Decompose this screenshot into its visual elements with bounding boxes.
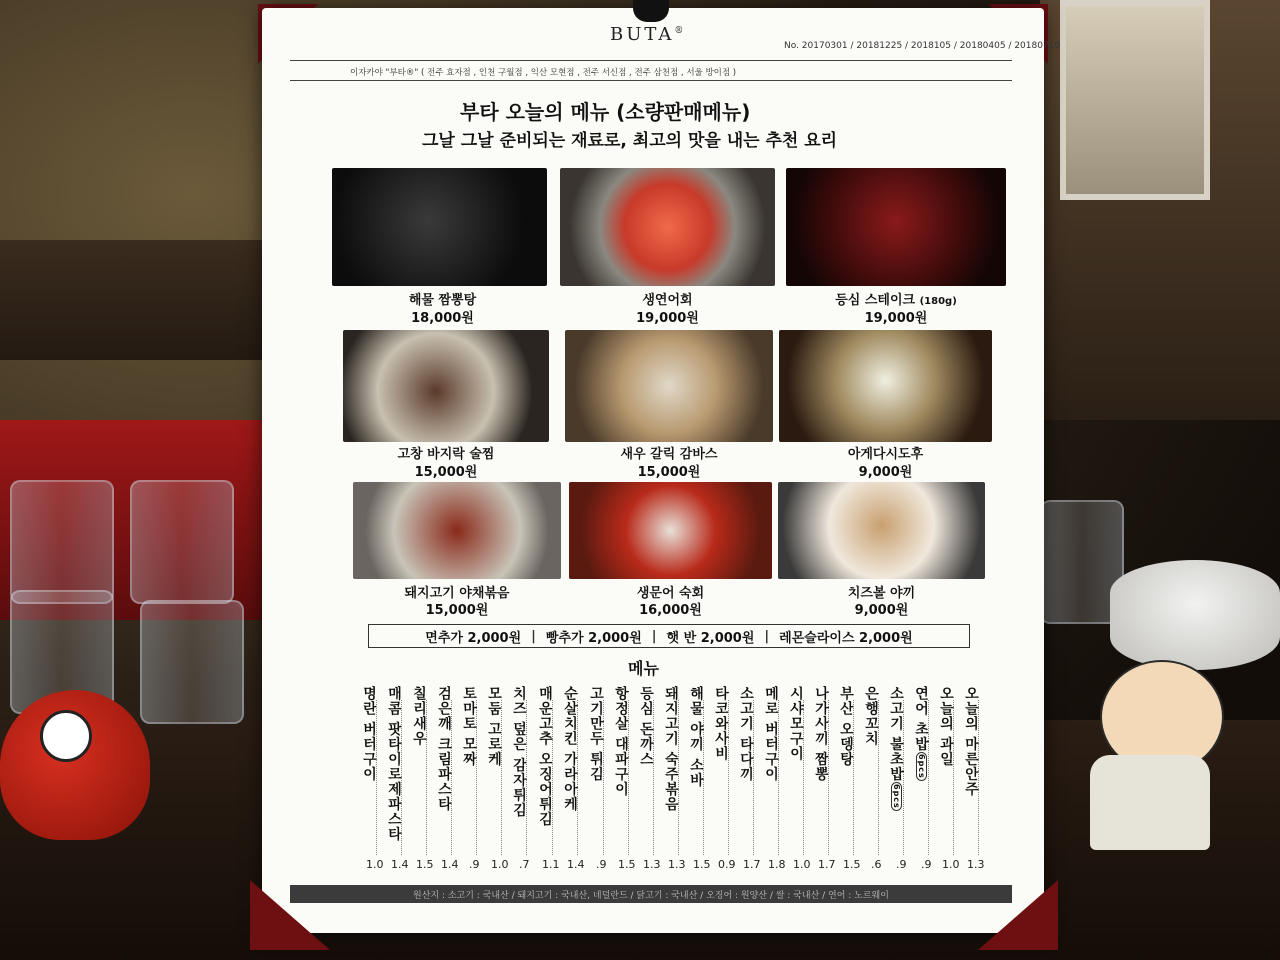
left-shelf <box>0 240 300 360</box>
dish-price: 19,000원 <box>636 311 699 326</box>
menu-item-name: 부산 오뎅탕 <box>838 686 854 767</box>
pig-logo-icon <box>633 0 669 22</box>
menu-item-name: 나가사끼 짬뽕 <box>813 686 829 782</box>
stacked-plates <box>1110 560 1280 670</box>
dish-price: 15,000원 <box>425 603 489 618</box>
dish-name: 아게다시도후 <box>847 447 924 462</box>
menu-item-price: 1.0 <box>942 858 960 871</box>
menu-item-price: 1.3 <box>967 858 985 871</box>
dish-price: 9,000원 <box>858 465 913 480</box>
menu-item-price: 1.1 <box>542 858 560 871</box>
dish-photo-agedashi-tofu <box>779 330 992 442</box>
menu-item-name: 연어 초밥6pcs <box>913 686 929 779</box>
leader-line <box>878 700 879 855</box>
brand-name: BUTA® <box>610 24 687 45</box>
menu-item-name: 은행꼬치 <box>863 686 879 746</box>
menu-heading: 메뉴 <box>628 659 659 678</box>
fish-eye <box>40 710 92 762</box>
leader-line <box>753 700 754 855</box>
menu-item-name: 돼지고기 숙주볶음 <box>663 686 679 812</box>
separator: | <box>531 628 536 644</box>
dish-name: 고창 바지락 술찜 <box>397 447 495 462</box>
menu-item-name: 타코와사비 <box>713 686 729 761</box>
dish-photo-seafood-soup <box>332 168 547 286</box>
menu-item-price: .7 <box>519 858 530 871</box>
leader-line <box>476 700 477 855</box>
leader-line <box>803 700 804 855</box>
header-rule <box>290 80 1012 81</box>
leader-line <box>953 700 954 855</box>
dish-name: 해물 짬뽕탕 <box>408 293 477 308</box>
menu-item-price: .9 <box>921 858 932 871</box>
leader-line <box>603 700 604 855</box>
leader-line <box>678 700 679 855</box>
menu-item-price: 1.8 <box>768 858 786 871</box>
figurine-body <box>1090 755 1210 850</box>
leader-line <box>778 700 779 855</box>
menu-item-name: 칠리새우 <box>411 686 427 746</box>
dish-name: 새우 갈릭 감바스 <box>620 447 718 462</box>
menu-item-price: .9 <box>596 858 607 871</box>
extra-item: 빵추가 2,000원 <box>545 630 642 646</box>
menu-item-price: 1.0 <box>793 858 811 871</box>
dish-price: 9,000원 <box>854 603 909 618</box>
dish-name: 생연어회 <box>642 293 693 308</box>
dish-name: 치즈볼 야끼 <box>847 586 916 601</box>
leader-line <box>577 700 578 855</box>
leader-line <box>828 700 829 855</box>
menu-item-name: 매운고추 오징어튀김 <box>537 686 553 827</box>
menu-item-price: 1.0 <box>491 858 509 871</box>
leader-line <box>552 700 553 855</box>
menu-item-price: 1.4 <box>567 858 585 871</box>
menu-item-name: 등심 돈까스 <box>638 686 654 767</box>
menu-item-name: 소고기 타다끼 <box>738 686 754 782</box>
extra-item: 면추가 2,000원 <box>425 630 522 646</box>
leader-line <box>401 700 402 855</box>
dish-price: 15,000원 <box>414 465 478 480</box>
menu-item-name: 토마토 모짜 <box>461 686 477 767</box>
menu-item-price: .9 <box>469 858 480 871</box>
leader-line <box>978 700 979 855</box>
extra-item: 햇 반 2,000원 <box>666 630 755 646</box>
dish-price: 15,000원 <box>637 465 701 480</box>
leader-line <box>426 700 427 855</box>
dish-photo-clams <box>343 330 549 442</box>
menu-item-name: 매콤 팟타이로제파스타 <box>386 686 402 842</box>
menu-item-price: 1.4 <box>391 858 409 871</box>
separator: | <box>764 628 770 644</box>
dish-name: 돼지고기 야채볶음 <box>404 586 510 601</box>
dish-photo-gambas <box>565 330 773 442</box>
menu-item-price: 1.7 <box>743 858 761 871</box>
menu-item-name: 고기만두 튀김 <box>588 686 604 782</box>
menu-item-price: 1.7 <box>818 858 836 871</box>
menu-item-name: 명란 버터구이 <box>361 686 377 782</box>
menu-item-name: 항정살 대파구이 <box>613 686 629 797</box>
menu-item-price: 1.4 <box>441 858 459 871</box>
menu-number: No. 20170301 / 20181225 / 2018105 / 20180405 / 20180710 <box>784 41 1061 51</box>
wall-frame <box>1060 0 1210 200</box>
glass <box>10 480 114 604</box>
menu-item-name: 시샤모구이 <box>788 686 804 761</box>
menu-item-price: 1.3 <box>668 858 686 871</box>
glass <box>130 480 234 604</box>
glass <box>140 600 244 724</box>
menu-item-price: 1.3 <box>643 858 661 871</box>
leader-line <box>501 700 502 855</box>
menu-item-price: 1.5 <box>416 858 434 871</box>
menu-item-name: 검은깨 크림파스타 <box>436 686 452 812</box>
leader-line <box>526 700 527 855</box>
menu-item-price: 1.0 <box>366 858 384 871</box>
menu-item-price: 0.9 <box>718 858 736 871</box>
dish-photo-pork-stirfry <box>353 482 561 579</box>
cartoon-figurine <box>1060 660 1230 850</box>
extra-item: 레몬슬라이스 2,000원 <box>779 630 913 646</box>
dish-name: 등심 스테이크 (180g) <box>835 293 957 308</box>
dish-price: 18,000원 <box>411 311 474 326</box>
menu-item-name: 해물 야끼 소바 <box>688 686 704 788</box>
separator: | <box>651 628 657 644</box>
dish-price: 19,000원 <box>864 311 928 326</box>
dish-photo-steak <box>786 168 1006 286</box>
menu-item-price: .9 <box>896 858 907 871</box>
menu-item-name: 모둠 고로케 <box>486 686 502 767</box>
menu-item-price: .6 <box>871 858 882 871</box>
menu-item-name: 순살치킨 가라아케 <box>562 686 578 812</box>
leader-line <box>928 700 929 855</box>
menu-item-name: 메로 버터구이 <box>763 686 779 782</box>
menu-item-name: 치즈 덮은 감자튀김 <box>511 686 527 818</box>
origin-info-bar: 원산지 : 소고기 : 국내산 / 돼지고기 : 국내산, 네덜란드 / 닭고기 : 국내산 / 오징어 : 원양산 / 쌀 : 국내산 / 연어 : 노르웨이 <box>290 885 1012 903</box>
extras-bar <box>368 624 970 648</box>
menu-item-name: 오늘의 마른안주 <box>963 686 979 797</box>
branch-list: 이자카야 "부타®" ( 전주 효자점 , 인천 구월점 , 익산 모현점 , 전주 서신점 , 전주 삼천점 , 서울 방이점 ) <box>350 68 737 78</box>
dish-name: 생문어 숙회 <box>636 586 705 601</box>
leader-line <box>451 700 452 855</box>
leader-line <box>703 700 704 855</box>
menu-item-name: 소고기 불초밥6pcs <box>888 686 904 809</box>
leader-line <box>903 700 904 855</box>
menu-item-name: 오늘의 과일 <box>938 686 954 767</box>
page-subtitle: 그날 그날 준비되는 재료로, 최고의 맛을 내는 추천 요리 <box>422 131 838 151</box>
header-rule <box>290 60 1012 61</box>
dish-photo-octopus <box>569 482 772 579</box>
menu-item-price: 1.5 <box>618 858 636 871</box>
leader-line <box>853 700 854 855</box>
menu-item-price: 1.5 <box>693 858 711 871</box>
leader-line <box>653 700 654 855</box>
leader-line <box>628 700 629 855</box>
page-title: 부타 오늘의 메뉴 (소량판매메뉴) <box>460 100 751 124</box>
leader-line <box>376 700 377 855</box>
dish-photo-takoyaki <box>778 482 985 579</box>
dish-photo-salmon <box>560 168 775 286</box>
menu-item-price: 1.5 <box>843 858 861 871</box>
dish-price: 16,000원 <box>639 603 702 618</box>
leader-line <box>728 700 729 855</box>
